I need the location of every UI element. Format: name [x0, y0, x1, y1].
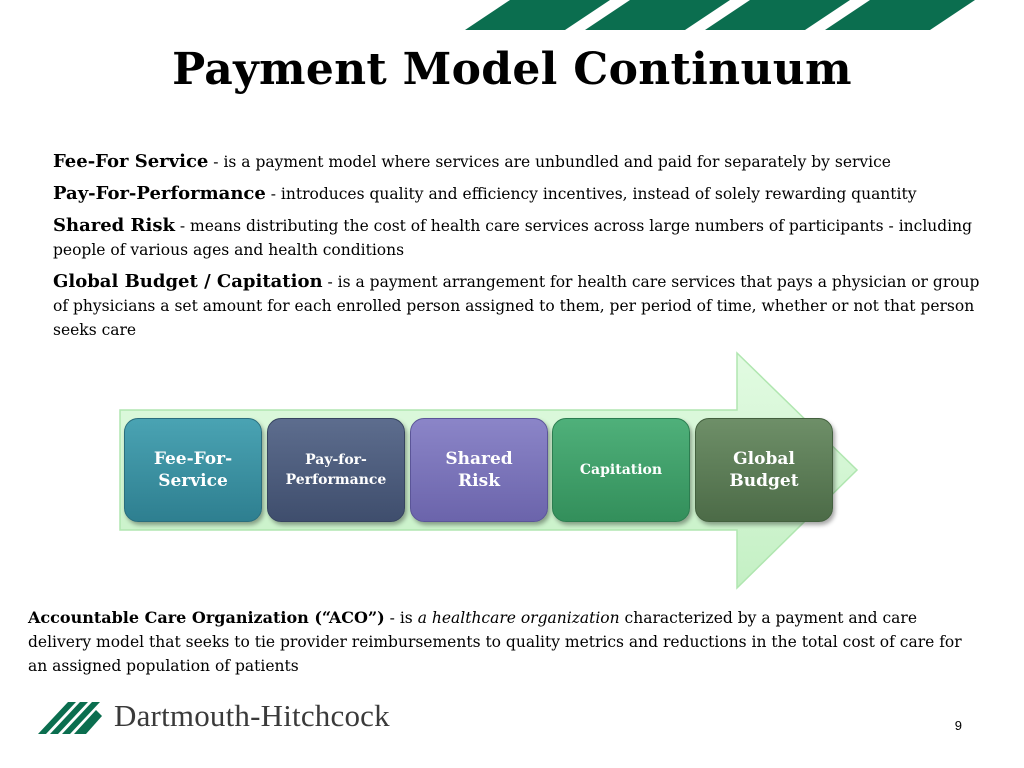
definition-term: Fee-For Service: [53, 151, 209, 172]
dartmouth-hitchcock-logo: [38, 696, 390, 736]
definition-term: Global Budget / Capitation: [53, 271, 323, 292]
step-label-line1: Shared: [445, 449, 513, 469]
logo-wordmark: Dartmouth-Hitchcock: [114, 698, 390, 733]
continuum-step-shared-risk: [410, 418, 548, 522]
aco-term: Accountable Care Organization (“ACO”): [28, 608, 385, 627]
continuum-step-fee-for-service: [124, 418, 262, 522]
step-label-line1: Capitation: [579, 462, 663, 478]
step-label-line2: Performance: [285, 472, 387, 488]
page-number: 9: [954, 718, 962, 733]
definition-text: - is a payment arrangement for health care services that pays a physician or group of physicians a set amount for each enrolled person assigned to them, per period of time, whether or not that person seeks care: [53, 273, 980, 339]
aco-definition: [28, 606, 978, 678]
step-label-line2: Risk: [458, 471, 500, 491]
step-label-line1: Fee-For-: [153, 449, 233, 469]
definition-text: - is a payment model where services are unbundled and paid for separately by service: [208, 153, 891, 171]
step-label-line2: Service: [158, 471, 228, 491]
logo-mark-icon: [38, 696, 108, 736]
definition-term: Shared Risk: [53, 215, 175, 236]
continuum-step-pay-for-performance: [267, 418, 405, 522]
step-label-line1: Pay-for-: [305, 452, 367, 468]
definition-text: - means distributing the cost of health care services across large numbers of participants - including people of various ages and health conditions: [53, 217, 973, 259]
slide-title: Payment Model Continuum: [172, 44, 852, 95]
aco-text-post: characterized by a payment and care delivery model that seeks to tie provider reimbursements to quality metrics and reductions in the total cost of care for an assigned population of patients: [28, 609, 962, 675]
step-label-line2: Budget: [729, 471, 799, 491]
aco-text-pre: - is: [384, 609, 418, 627]
continuum-step-global-budget: [695, 418, 833, 522]
definition-text: - introduces quality and efficiency incentives, instead of solely rewarding quantity: [265, 185, 917, 203]
step-label-line1: Global: [733, 449, 795, 469]
aco-text-italic: a healthcare organization: [417, 609, 620, 627]
continuum-step-capitation: [552, 418, 690, 522]
definition-term: Pay-For-Performance: [53, 183, 266, 204]
